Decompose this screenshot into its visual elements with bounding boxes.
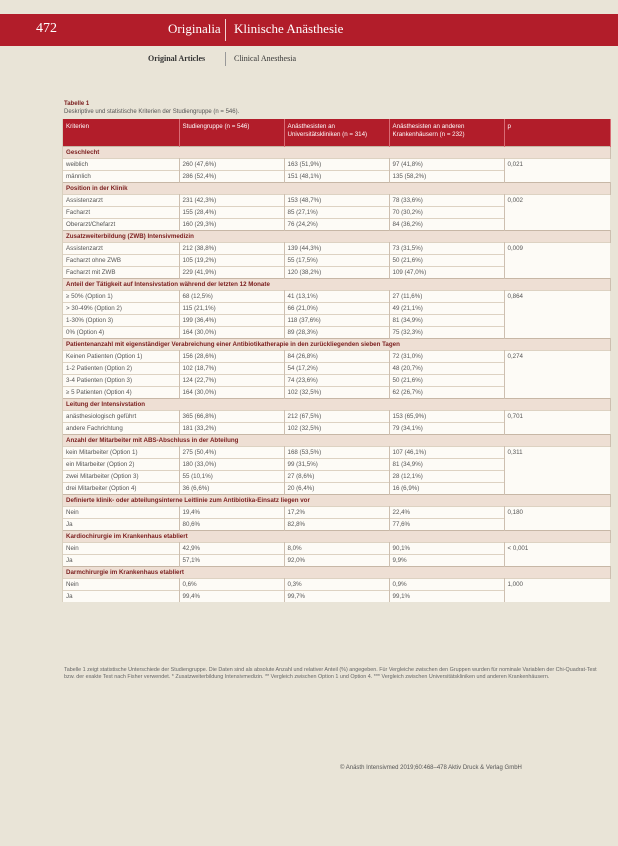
table-header-row <box>63 119 610 147</box>
table-cell: 77,6% <box>389 519 504 531</box>
table-cell: 22,4% <box>389 507 504 519</box>
table-cell: Nein <box>63 543 179 555</box>
table-cell: 54 (17,2%) <box>284 363 389 375</box>
table-cell: 0,9% <box>389 579 504 591</box>
table-cell: 168 (53,5%) <box>284 447 389 459</box>
table-row <box>63 195 610 207</box>
table-cell: 72 (31,0%) <box>389 351 504 363</box>
table-cell: 153 (48,7%) <box>284 195 389 207</box>
table-cell: ≥ 5 Patienten (Option 4) <box>63 387 179 399</box>
table-cell: 199 (36,4%) <box>179 315 284 327</box>
table-cell: 3-4 Patienten (Option 3) <box>63 375 179 387</box>
table-cell: 19,4% <box>179 507 284 519</box>
table-cell: Keinen Patienten (Option 1) <box>63 351 179 363</box>
section-header-row <box>63 435 610 447</box>
table-cell: 49 (21,1%) <box>389 303 504 315</box>
section-title: Originalia <box>168 21 221 36</box>
table-cell: 85 (27,1%) <box>284 207 389 219</box>
table-cell: 84 (36,2%) <box>389 219 504 231</box>
table-cell: drei Mitarbeiter (Option 4) <box>63 483 179 495</box>
table-cell: 120 (38,2%) <box>284 267 389 279</box>
table-cell: 16 (6,9%) <box>389 483 504 495</box>
table-cell: 99,7% <box>284 591 389 603</box>
table-cell: 42,9% <box>179 543 284 555</box>
table-cell: 212 (38,8%) <box>179 243 284 255</box>
table-cell: 109 (47,0%) <box>389 267 504 279</box>
section-header-row <box>63 183 610 195</box>
table-cell: weiblich <box>63 159 179 171</box>
table-cell: 27 (11,6%) <box>389 291 504 303</box>
table-cell: 135 (58,2%) <box>389 171 504 183</box>
table-row <box>63 291 610 303</box>
table-cell: 105 (19,2%) <box>179 255 284 267</box>
table-cell: 55 (10,1%) <box>179 471 284 483</box>
section-title: Position in der Klinik <box>63 183 610 195</box>
table-cell: > 30-49% (Option 2) <box>63 303 179 315</box>
table-cell: ein Mitarbeiter (Option 2) <box>63 459 179 471</box>
section-title: Patientenanzahl mit eigenständiger Verabreichung einer Antibiotikatherapie in den zurückliegenden sieben Tagen <box>63 339 610 351</box>
table-cell: 48 (20,7%) <box>389 363 504 375</box>
table-caption: Tabelle 1 <box>64 101 90 107</box>
table-cell: 27 (8,6%) <box>284 471 389 483</box>
table-cell: 9,9% <box>389 555 504 567</box>
column-header: p <box>504 119 610 147</box>
table-cell: 0,3% <box>284 579 389 591</box>
data-table <box>63 119 611 602</box>
table-cell: 115 (21,1%) <box>179 303 284 315</box>
section-title: Definierte klinik- oder abteilungsinterne Leitlinie zum Antibiotika-Einsatz liegen vor <box>63 495 610 507</box>
section-title: Anzahl der Mitarbeiter mit ABS-Abschluss in der Abteilung <box>63 435 610 447</box>
table-cell: Assistenzarzt <box>63 243 179 255</box>
table-cell: 81 (34,9%) <box>389 459 504 471</box>
section-title-en: Original Articles <box>148 54 206 63</box>
table-cell: 153 (65,9%) <box>389 411 504 423</box>
table-cell: 73 (31,5%) <box>389 243 504 255</box>
table-row <box>63 507 610 519</box>
table-footnote: Tabelle 1 zeigt statistische Unterschiede der Studiengruppe. Die Daten sind als absolute Anzahl und relativer Anteil (%) angegeben. Für Vergleiche zwischen den Gruppen wurden für nominale Variablen der Chi-Quadrat-Test bzw. der exakte Test nach Fisher verwendet. * Zusatzweiterbildung Intensivmedizin. ** Vergleich zwischen Option 1 und Option 4. *** Vergleich zwischen Universitätskliniken und anderen Krankenhäusern. <box>64 667 597 681</box>
category-title: Klinische Anästhesie <box>234 21 344 36</box>
table-cell: 81 (34,9%) <box>389 315 504 327</box>
table-cell: 151 (48,1%) <box>284 171 389 183</box>
table-cell: 20 (6,4%) <box>284 483 389 495</box>
table-cell: Facharzt ohne ZWB <box>63 255 179 267</box>
p-value-cell: 0,021 <box>504 159 610 183</box>
table-row <box>63 243 610 255</box>
table-cell: 102 (18,7%) <box>179 363 284 375</box>
table-cell: 50 (21,6%) <box>389 255 504 267</box>
table-cell: 79 (34,1%) <box>389 423 504 435</box>
table-cell: Ja <box>63 591 179 603</box>
table-cell: 78 (33,6%) <box>389 195 504 207</box>
section-title: Leitung der Intensivstation <box>63 399 610 411</box>
table-cell: 76 (24,2%) <box>284 219 389 231</box>
section-header-row <box>63 147 610 159</box>
table-cell: 74 (23,6%) <box>284 375 389 387</box>
subheader-divider <box>225 52 226 66</box>
section-title: Darmchirurgie im Krankenhaus etabliert <box>63 567 610 579</box>
header-divider <box>225 19 226 41</box>
section-title: Zusatzweiterbildung (ZWB) Intensivmedizin <box>63 231 610 243</box>
table-cell: 231 (42,3%) <box>179 195 284 207</box>
table-cell: 8,0% <box>284 543 389 555</box>
table-cell: 89 (28,3%) <box>284 327 389 339</box>
table-cell: 107 (46,1%) <box>389 447 504 459</box>
section-header-row <box>63 495 610 507</box>
table-cell: männlich <box>63 171 179 183</box>
table-cell: 102 (32,5%) <box>284 423 389 435</box>
table-cell: zwei Mitarbeiter (Option 3) <box>63 471 179 483</box>
table-cell: 92,0% <box>284 555 389 567</box>
journal-header-bar <box>0 14 618 46</box>
table-cell: 70 (30,2%) <box>389 207 504 219</box>
p-value-cell: 0,009 <box>504 243 610 279</box>
table-cell: 36 (6,6%) <box>179 483 284 495</box>
table-row <box>63 447 610 459</box>
page-number: 472 <box>36 21 57 36</box>
table-cell: 1-2 Patienten (Option 2) <box>63 363 179 375</box>
table-cell: 82,8% <box>284 519 389 531</box>
table-cell: Assistenzarzt <box>63 195 179 207</box>
section-title: Anteil der Tätigkeit auf Intensivstation während der letzten 12 Monate <box>63 279 610 291</box>
table-description: Deskriptive und statistische Kriterien der Studiengruppe (n = 546). <box>64 109 240 115</box>
p-value-cell: 0,274 <box>504 351 610 399</box>
column-header: Anästhesisten an anderen Krankenhäusern (n = 232) <box>389 119 504 147</box>
table-cell: 75 (32,3%) <box>389 327 504 339</box>
table-cell: 50 (21,6%) <box>389 375 504 387</box>
column-header: Studiengruppe (n = 546) <box>179 119 284 147</box>
p-value-cell: 0,701 <box>504 411 610 435</box>
table-cell: 229 (41,9%) <box>179 267 284 279</box>
table-cell: 260 (47,6%) <box>179 159 284 171</box>
section-header-row <box>63 531 610 543</box>
p-value-cell: 0,864 <box>504 291 610 339</box>
table-cell: 0% (Option 4) <box>63 327 179 339</box>
p-value-cell: 0,311 <box>504 447 610 495</box>
section-title: Geschlecht <box>63 147 610 159</box>
table-cell: 17,2% <box>284 507 389 519</box>
table-cell: 124 (22,7%) <box>179 375 284 387</box>
section-header-row <box>63 231 610 243</box>
column-header: Kriterien <box>63 119 179 147</box>
table-cell: 84 (26,8%) <box>284 351 389 363</box>
table-cell: 97 (41,8%) <box>389 159 504 171</box>
section-title: Kardiochirurgie im Krankenhaus etabliert <box>63 531 610 543</box>
table-cell: 0,6% <box>179 579 284 591</box>
table-cell: 118 (37,6%) <box>284 315 389 327</box>
table-cell: 41 (13,1%) <box>284 291 389 303</box>
table-cell: 275 (50,4%) <box>179 447 284 459</box>
table-cell: 90,1% <box>389 543 504 555</box>
table-body <box>63 147 610 603</box>
section-header-row <box>63 399 610 411</box>
table-cell: 180 (33,0%) <box>179 459 284 471</box>
table-cell: 1-30% (Option 3) <box>63 315 179 327</box>
table-row <box>63 159 610 171</box>
table-cell: 66 (21,0%) <box>284 303 389 315</box>
table-cell: 99,4% <box>179 591 284 603</box>
p-value-cell: 0,002 <box>504 195 610 231</box>
table-cell: 102 (32,5%) <box>284 387 389 399</box>
table-cell: 163 (51,9%) <box>284 159 389 171</box>
table-cell: andere Fachrichtung <box>63 423 179 435</box>
p-value-cell: < 0,001 <box>504 543 610 567</box>
table-cell: 28 (12,1%) <box>389 471 504 483</box>
table-cell: ≥ 50% (Option 1) <box>63 291 179 303</box>
table-cell: kein Mitarbeiter (Option 1) <box>63 447 179 459</box>
data-table-container <box>62 119 610 602</box>
table-cell: 365 (66,8%) <box>179 411 284 423</box>
table-cell: 139 (44,3%) <box>284 243 389 255</box>
column-header: Anästhesisten an Universitätskliniken (n = 314) <box>284 119 389 147</box>
table-row <box>63 351 610 363</box>
table-cell: 164 (30,0%) <box>179 387 284 399</box>
table-cell: Facharzt mit ZWB <box>63 267 179 279</box>
table-cell: Oberarzt/Chefarzt <box>63 219 179 231</box>
table-cell: Ja <box>63 519 179 531</box>
table-cell: Nein <box>63 579 179 591</box>
table-cell: 212 (67,5%) <box>284 411 389 423</box>
table-cell: 62 (26,7%) <box>389 387 504 399</box>
table-row <box>63 543 610 555</box>
section-header-row <box>63 339 610 351</box>
section-header-row <box>63 279 610 291</box>
table-cell: 181 (33,2%) <box>179 423 284 435</box>
table-row <box>63 411 610 423</box>
table-cell: 164 (30,0%) <box>179 327 284 339</box>
p-value-cell: 1,000 <box>504 579 610 603</box>
category-title-en: Clinical Anesthesia <box>234 54 296 63</box>
page-footer: © Anästh Intensivmed 2019;60:468–478 Aktiv Druck & Verlag GmbH <box>340 765 522 771</box>
table-cell: 68 (12,5%) <box>179 291 284 303</box>
table-cell: 99 (31,5%) <box>284 459 389 471</box>
table-cell: 155 (28,4%) <box>179 207 284 219</box>
section-header-row <box>63 567 610 579</box>
p-value-cell: 0,180 <box>504 507 610 531</box>
table-row <box>63 579 610 591</box>
table-cell: Nein <box>63 507 179 519</box>
table-cell: 160 (29,3%) <box>179 219 284 231</box>
table-cell: 80,6% <box>179 519 284 531</box>
table-cell: 156 (28,6%) <box>179 351 284 363</box>
table-cell: 57,1% <box>179 555 284 567</box>
table-cell: 55 (17,5%) <box>284 255 389 267</box>
table-cell: 99,1% <box>389 591 504 603</box>
table-cell: anästhesiologisch geführt <box>63 411 179 423</box>
table-cell: Facharzt <box>63 207 179 219</box>
table-cell: Ja <box>63 555 179 567</box>
table-cell: 286 (52,4%) <box>179 171 284 183</box>
